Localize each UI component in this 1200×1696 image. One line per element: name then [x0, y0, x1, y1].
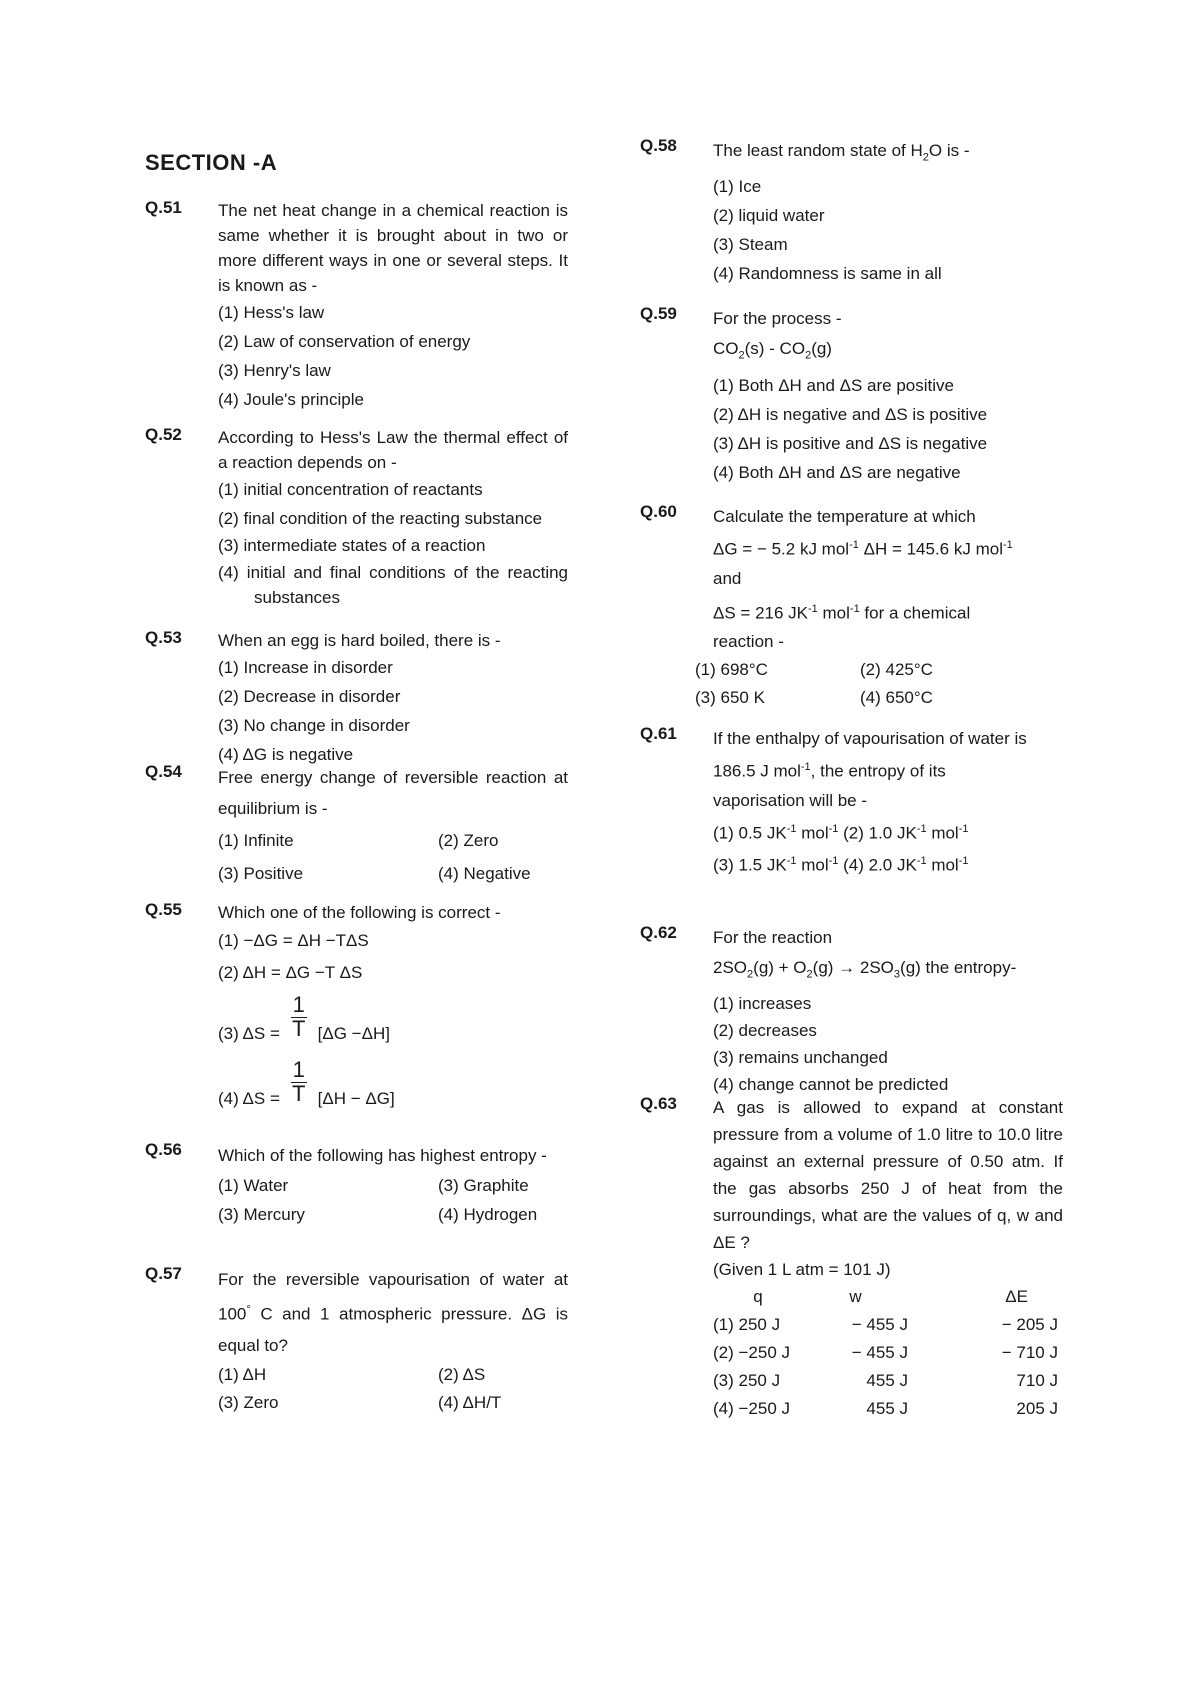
table-cell: 455 J	[866, 1399, 908, 1418]
question-number: Q.55	[145, 900, 182, 919]
option-1: (1) Water	[218, 1176, 289, 1195]
question-58	[640, 136, 1060, 288]
table-cell: − 205 J	[1001, 1315, 1058, 1334]
question-62	[640, 923, 1060, 1098]
option-4: (4) Hydrogen	[438, 1205, 538, 1224]
question-text: The net heat change in a chemical reaction is same whether it is brought about in two or more different ways in one or several steps. It is known as -	[218, 201, 568, 295]
options-1-2: (1) 0.5 $JK^{-1}$ mol$^{-1}$ (2) 1.0 $JK^{-1}$ mol$^{-1}$	[713, 822, 969, 843]
question-number: Q.51	[145, 198, 182, 217]
process-equation: $CO_2(s) - CO_2(g)$	[713, 339, 832, 362]
option-3: (3) Zero	[218, 1392, 279, 1412]
option-1: (1) 698°C	[695, 660, 768, 680]
table-cell: 710 J	[1016, 1371, 1058, 1390]
option-2: (2) Law of conservation of energy	[218, 332, 471, 351]
question-number: Q.58	[640, 136, 677, 155]
table-cell: (2) −250 J	[713, 1343, 791, 1362]
question-text: For the process -	[713, 309, 842, 328]
option-4: (4) Both ΔH and ΔS are negative	[713, 463, 961, 483]
table-cell: − 710 J	[1001, 1343, 1058, 1362]
question-text: For the reversible vapourisation of water at 100° C and 1 atmospheric pressure. ΔG is equal to?	[218, 1270, 568, 1355]
option-4: (4) ΔH/T	[438, 1392, 502, 1412]
option-4: (4) change cannot be predicted	[713, 1075, 949, 1095]
question-number: Q.54	[145, 762, 182, 781]
option-2: (2) 425°C	[860, 660, 933, 680]
option-1: (1) Ice	[713, 177, 762, 197]
option-3: (3) Henry's law	[218, 361, 331, 380]
question-text: For the reaction	[713, 928, 833, 947]
option-1: (1) −ΔG = ΔH −TΔS	[218, 931, 369, 950]
given-line-3: ΔS = 216 $JK^{-1}$ mol$^{-1}$ for a chemical	[713, 602, 971, 623]
option-1: (1) Increase in disorder	[218, 658, 393, 677]
option-4: (4) ΔS = $\frac{1}{T}$ [ΔH − ΔG]	[218, 1057, 395, 1108]
question-56	[145, 1140, 565, 1229]
option-2: (2) ΔH = ΔG −T ΔS	[218, 963, 363, 982]
question-number: Q.59	[640, 304, 677, 323]
fraction: $\frac{1}{T}$	[292, 992, 306, 1041]
reaction-equation: $2SO_2(g) + O_2(g) \to 2SO_3(g)$ the entropy-	[713, 958, 1017, 981]
question-61	[640, 724, 1060, 880]
option-2: (2) final condition of the reacting substance	[218, 509, 543, 528]
question-63	[640, 1094, 1063, 1423]
option-4: (4) ΔG is negative	[218, 745, 354, 764]
question-number: Q.60	[640, 502, 677, 521]
question-59	[640, 304, 1060, 487]
option-3: (3) intermediate states of a reaction	[218, 536, 486, 555]
option-1: (1) Both ΔH and ΔS are positive	[713, 376, 954, 396]
option-3: (3) No change in disorder	[218, 716, 410, 735]
table-header: w	[849, 1287, 862, 1306]
option-3: (3) remains unchanged	[713, 1048, 888, 1068]
question-text: If the enthalpy of vapourisation of water is	[713, 729, 1027, 748]
question-line-3: vaporisation will be -	[713, 790, 868, 810]
question-number: Q.53	[145, 628, 182, 647]
options-3-4: (3) 1.5 $JK^{-1}$ mol$^{-1}$ (4) 2.0 $JK^{-1}$ mol$^{-1}$	[713, 855, 969, 875]
question-55	[145, 900, 565, 1123]
question-text: Calculate the temperature at which	[713, 507, 976, 526]
question-text: According to Hess's Law the thermal effect of a reaction depends on -	[218, 428, 568, 472]
question-51	[145, 198, 568, 414]
table-header: ΔE	[1005, 1287, 1028, 1306]
option-1: (1) increases	[713, 994, 812, 1014]
table-cell: (3) 250 J	[713, 1371, 781, 1390]
table-header: q	[753, 1287, 763, 1306]
question-number: Q.56	[145, 1140, 182, 1159]
question-line-2: 186.5 J mol$^{-1}$, the entropy of its	[713, 761, 946, 781]
question-text: The least random state of $H_2O$ is -	[713, 141, 970, 164]
section-title: SECTION -A	[145, 150, 278, 175]
question-53	[145, 628, 565, 769]
question-number: Q.63	[640, 1094, 677, 1113]
table-cell: 205 J	[1016, 1399, 1058, 1418]
question-60	[640, 502, 1060, 712]
question-52	[145, 425, 568, 610]
option-4: (4) Joule's principle	[218, 390, 364, 409]
option-1: (1) ΔH	[218, 1364, 267, 1384]
option-4: (4) Negative	[438, 864, 531, 883]
table-cell: (1) 250 J	[713, 1315, 781, 1334]
option-1: (1) initial concentration of reactants	[218, 480, 483, 499]
table-cell: − 455 J	[851, 1343, 908, 1362]
option-1: (1) Hess's law	[218, 303, 325, 322]
option-3: (3) Mercury	[218, 1205, 305, 1224]
question-number: Q.61	[640, 724, 677, 743]
question-text: Which one of the following is correct -	[218, 903, 501, 922]
question-text: Free energy change of reversible reaction at equilibrium is -	[218, 768, 568, 818]
option-4: (4) initial and final conditions of the reacting substances	[218, 563, 568, 607]
option-4: (4) 650°C	[860, 688, 933, 708]
question-text: A gas is allowed to expand at constant pressure from a volume of 1.0 litre to 10.0 litre against an external pressure of 0.50 atm. If the gas absorbs 250 J of heat from the surroundings, what are the values of q, w and ΔE ?	[713, 1098, 1063, 1252]
option-2: (2) decreases	[713, 1021, 817, 1041]
given-line-2: and	[713, 568, 742, 588]
option-3: (3) 650 K	[695, 688, 765, 708]
option-3: (3) Steam	[713, 235, 788, 255]
given-line-1: ΔG = − 5.2 kJ mol$^{-1}$ ΔH = 145.6 kJ mol$^{-1}$	[713, 539, 1013, 559]
question-text: Which of the following has highest entropy -	[218, 1146, 547, 1165]
question-54	[145, 762, 568, 890]
option-2: (3) Graphite	[438, 1176, 529, 1195]
option-2: (2) Zero	[438, 831, 499, 850]
answer-table	[713, 1283, 1063, 1423]
question-text: When an egg is hard boiled, there is -	[218, 631, 501, 650]
question-number: Q.62	[640, 923, 677, 942]
option-2: (2) ΔS	[438, 1364, 486, 1384]
question-number: Q.57	[145, 1264, 182, 1283]
fraction: $\frac{1}{T}$	[292, 1057, 306, 1106]
given-note: (Given 1 L atm = 101 J)	[713, 1260, 891, 1279]
given-line-4: reaction -	[713, 632, 784, 652]
table-cell: 455 J	[866, 1371, 908, 1390]
table-cell: (4) −250 J	[713, 1399, 791, 1418]
question-number: Q.52	[145, 425, 182, 444]
question-57	[145, 1264, 568, 1417]
option-3: (3) Positive	[218, 864, 304, 883]
option-2: (2) liquid water	[713, 206, 825, 226]
option-4: (4) Randomness is same in all	[713, 264, 942, 284]
option-3: (3) ΔS = $\frac{1}{T}$ [ΔG −ΔH]	[218, 992, 390, 1043]
option-1: (1) Infinite	[218, 831, 294, 850]
option-2: (2) ΔH is negative and ΔS is positive	[713, 405, 988, 425]
option-3: (3) ΔH is positive and ΔS is negative	[713, 434, 988, 454]
option-2: (2) Decrease in disorder	[218, 687, 401, 706]
table-cell: − 455 J	[851, 1315, 908, 1334]
